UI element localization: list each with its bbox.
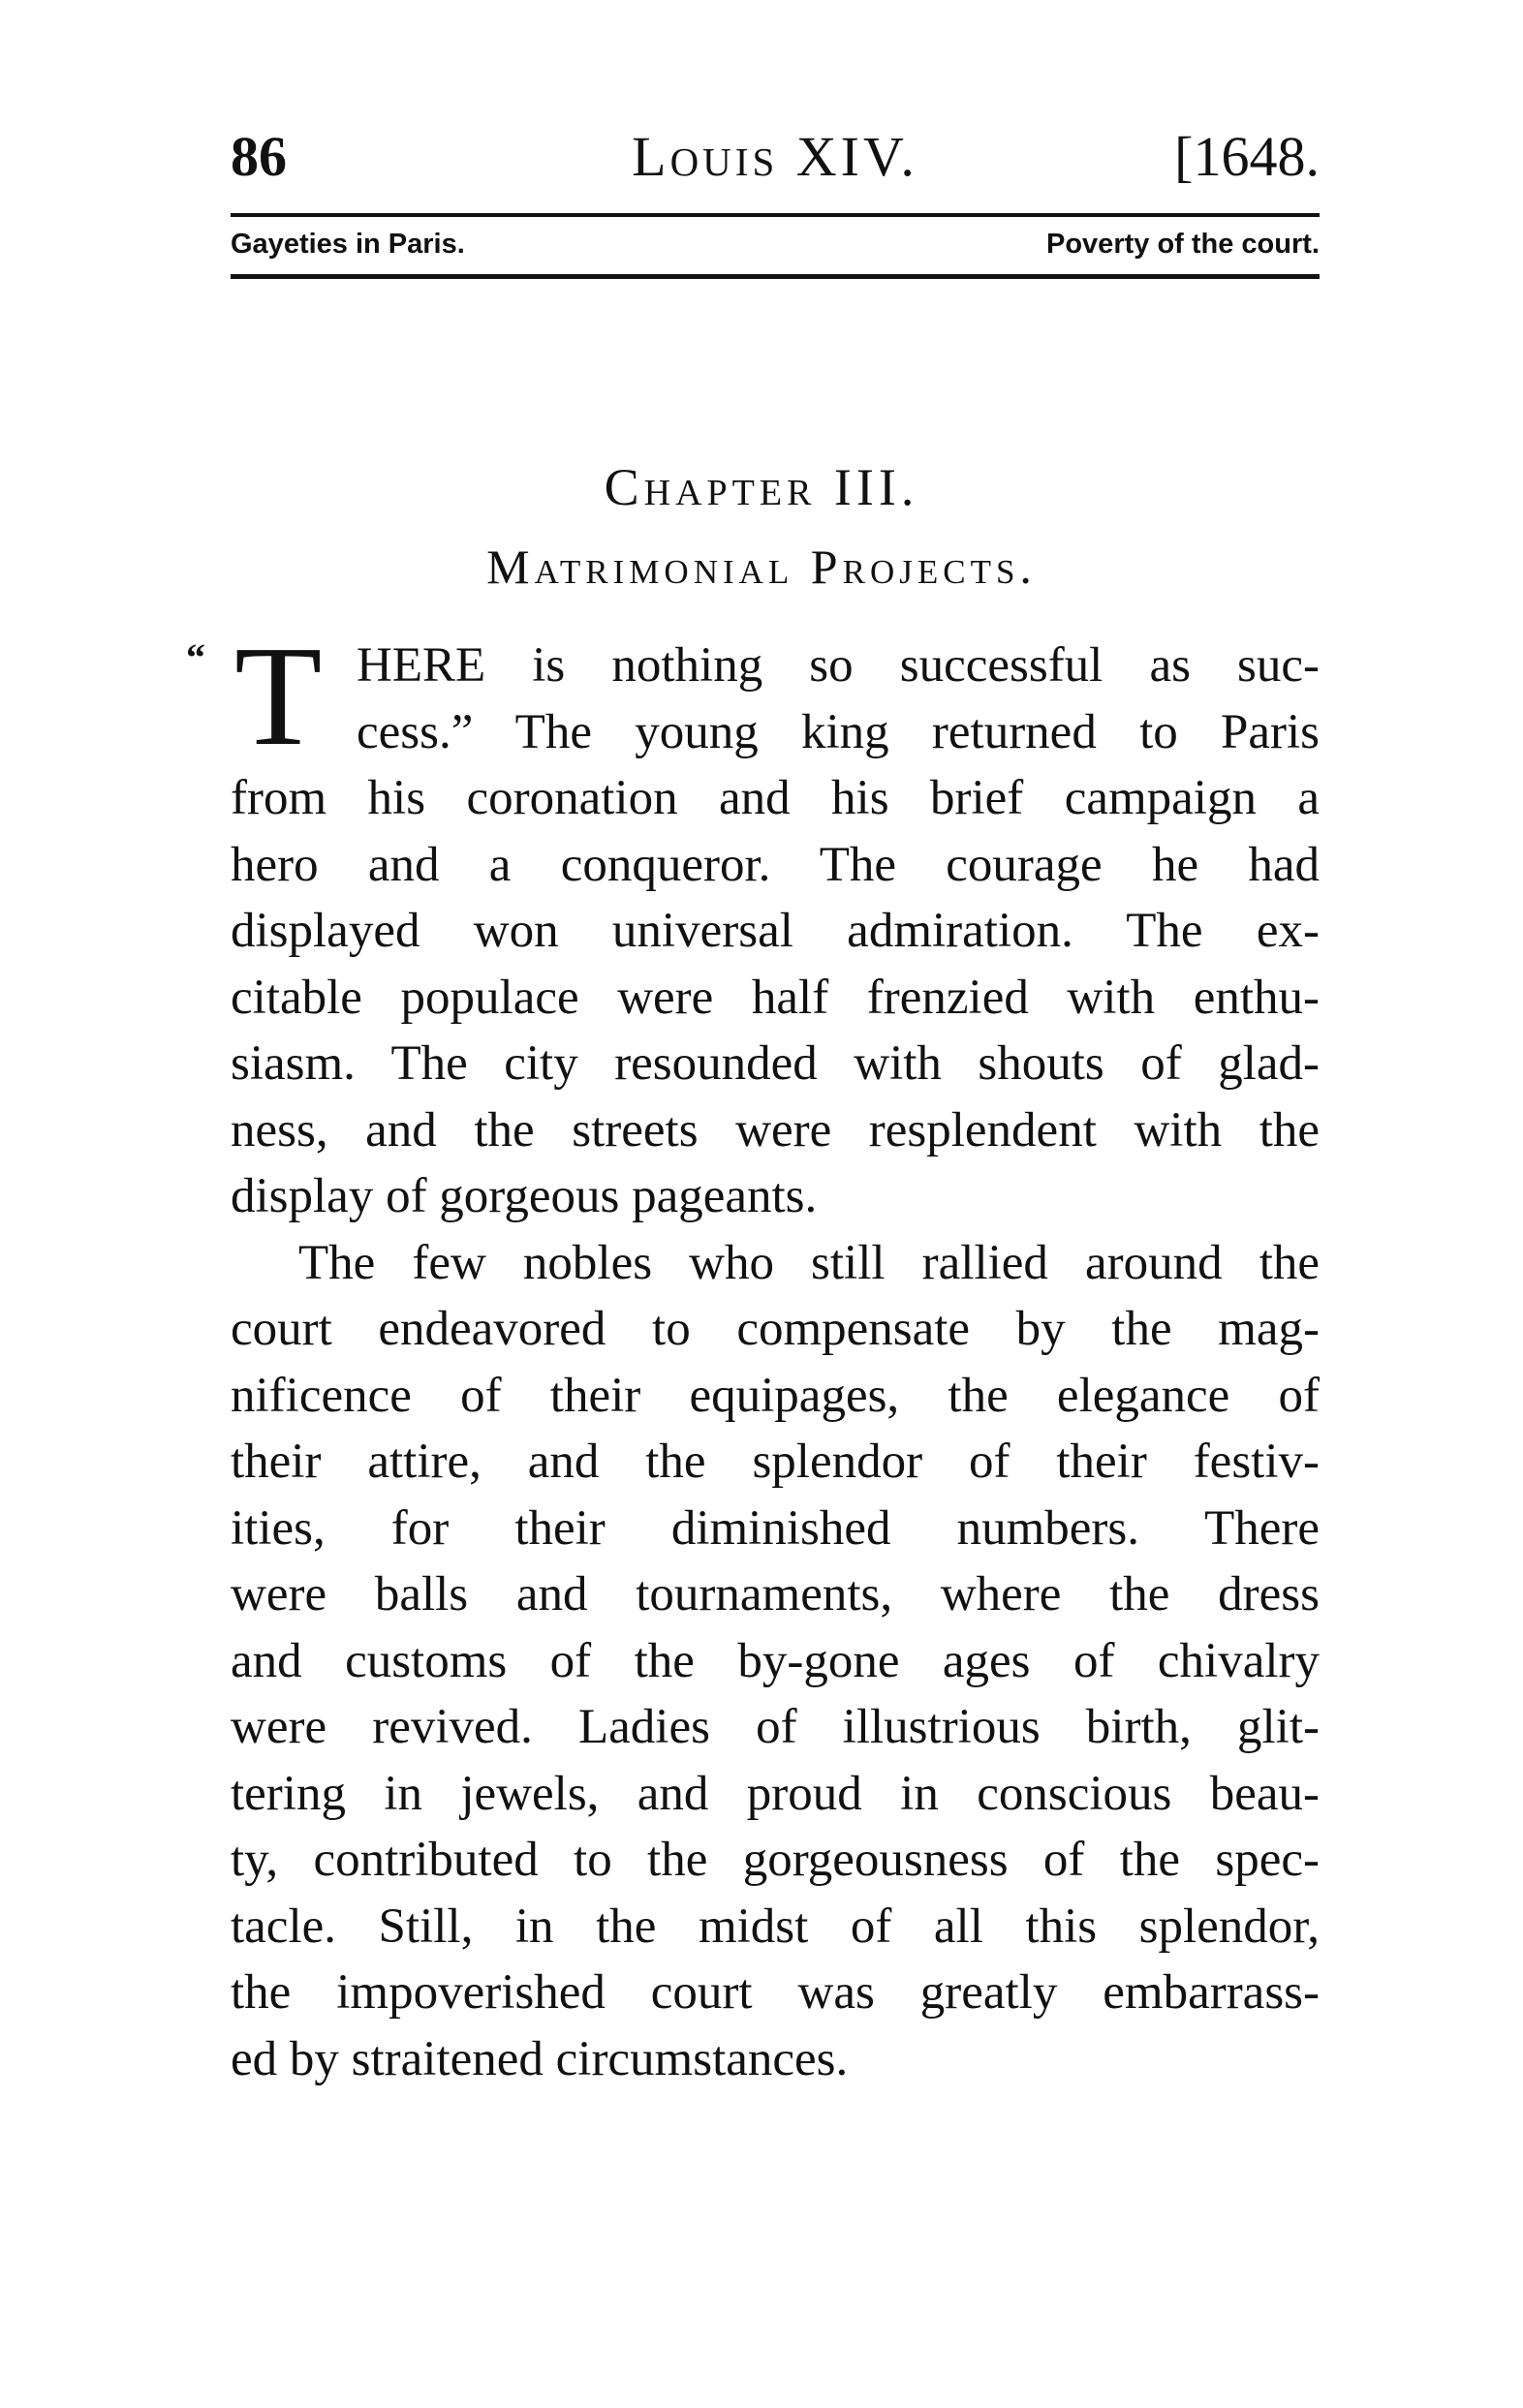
opening-quote: “ <box>186 635 205 679</box>
paragraph-2 <box>231 1230 1320 2093</box>
text-line: ities, for their diminished numbers. There <box>231 1500 1320 1556</box>
header-rule-top <box>231 213 1320 217</box>
text-line: ty, contributed to the gorgeousness of the spec- <box>231 1833 1320 1887</box>
text-line: their attire, and the splendor of their festiv- <box>231 1435 1320 1489</box>
paragraph-1 <box>231 633 1320 1230</box>
running-header <box>231 124 1320 198</box>
text-line: siasm. The city resounded with shouts of glad- <box>231 1036 1320 1091</box>
text-line: citable populace were half frenzied with enthu- <box>231 970 1320 1025</box>
side-note-right: Poverty of the court. <box>1046 229 1320 260</box>
text-line: court endeavored to compensate by the mag- <box>231 1302 1320 1356</box>
text-line: hero and a conqueror. The courage he had <box>231 837 1320 892</box>
text-line: ed by straitened circumstances. <box>231 2031 849 2086</box>
text-line: were revived. Ladies of illustrious birth, glit- <box>231 1700 1320 1754</box>
text-line: were balls and tournaments, where the dress <box>231 1567 1320 1621</box>
text-line: HERE is nothing so successful as suc- <box>357 638 1320 693</box>
chapter-number: Chapter III. <box>604 458 919 516</box>
text-line: cess.” The young king returned to Paris <box>357 704 1320 759</box>
running-year: [1648. <box>1174 125 1320 188</box>
text-line: the impoverished court was greatly embarrass- <box>231 1965 1320 2020</box>
text-line: displayed won universal admiration. The ex- <box>231 904 1320 958</box>
text-line: tering in jewels, and proud in conscious beau- <box>231 1766 1320 1821</box>
text-line: tacle. Still, in the midst of all this splendor, <box>231 1899 1320 1954</box>
side-note-left: Gayeties in Paris. <box>231 229 465 260</box>
side-notes <box>231 229 1320 267</box>
text-line: The few nobles who still rallied around the <box>298 1235 1320 1290</box>
body-text <box>186 617 1320 2092</box>
chapter-title: Matrimonial Projects. <box>486 540 1037 594</box>
text-line: from his coronation and his brief campaign a <box>231 771 1320 825</box>
drop-cap: T <box>234 617 323 776</box>
page-number: 86 <box>231 125 287 188</box>
text-line: and customs of the by-gone ages of chivalry <box>231 1633 1320 1688</box>
text-line: display of gorgeous pageants. <box>231 1169 818 1223</box>
running-title: Louis XIV. <box>632 125 918 188</box>
header-rule-bottom <box>231 274 1320 279</box>
text-line: nificence of their equipages, the elegance of <box>231 1368 1320 1423</box>
text-line: ness, and the streets were resplendent with the <box>231 1102 1320 1158</box>
